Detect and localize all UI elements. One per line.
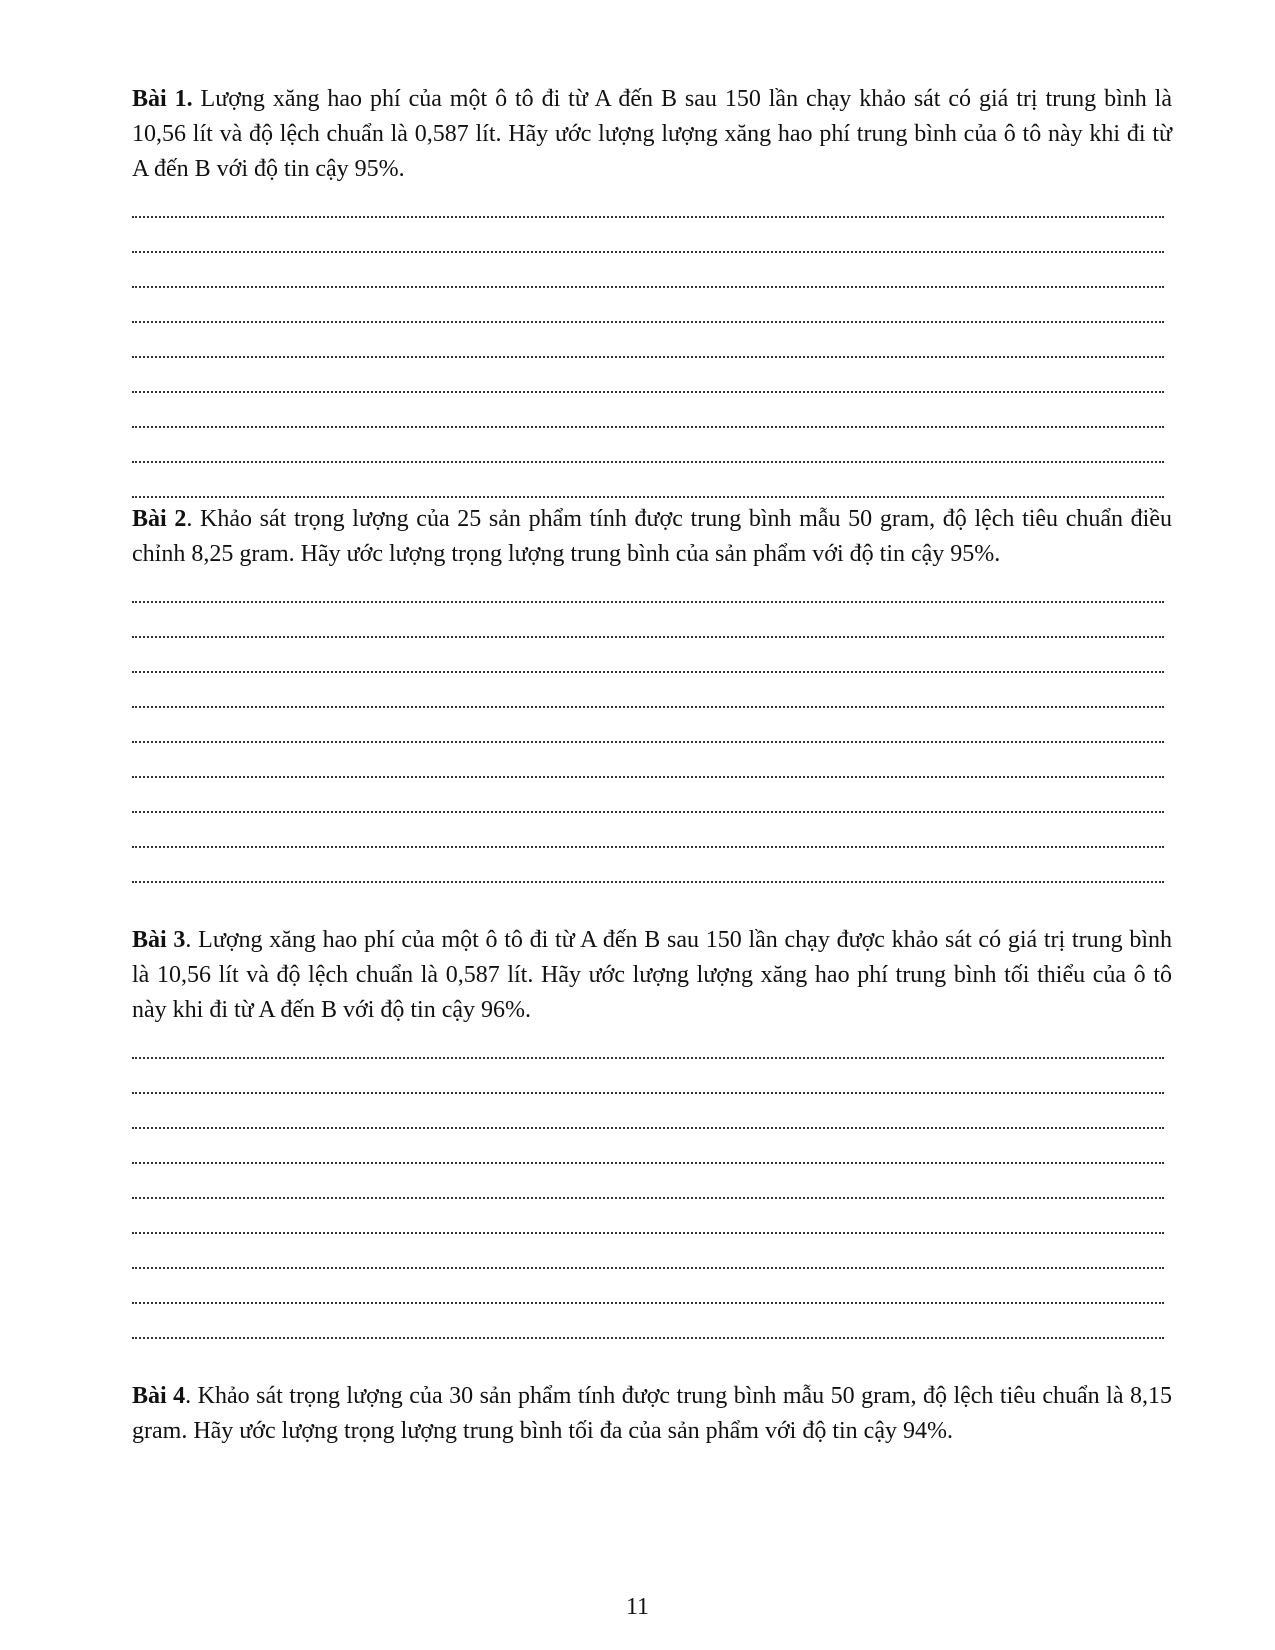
answer-line xyxy=(132,1063,1172,1098)
answer-line xyxy=(132,467,1172,502)
answer-line xyxy=(132,1238,1172,1273)
exercise-2 xyxy=(132,502,1172,887)
answer-line xyxy=(132,1133,1172,1168)
answer-line xyxy=(132,292,1172,327)
exercise-4-label: Bài 4 xyxy=(132,1383,186,1409)
answer-line xyxy=(132,642,1172,677)
exercise-2-label: Bài 2 xyxy=(132,506,187,532)
exercise-4 xyxy=(132,1379,1172,1449)
answer-line xyxy=(132,572,1172,607)
answer-line xyxy=(132,327,1172,362)
answer-line xyxy=(132,362,1172,397)
worksheet-page xyxy=(132,82,1172,1449)
answer-line xyxy=(132,1203,1172,1238)
answer-line xyxy=(132,257,1172,292)
answer-line xyxy=(132,677,1172,712)
answer-line xyxy=(132,397,1172,432)
exercise-3-text: . Lượng xăng hao phí của một ô tô đi từ A đến B sau 150 lần chạy được khảo sát có giá trị trung bình là 10,56 lít và độ lệch chuẩn là 0,587 lít. Hãy ước lượng lượng xăng hao phí trung bình tối thiểu của ô tô này khi đi từ A đến B với độ tin cậy 96%. xyxy=(132,927,1172,1023)
exercise-3-statement xyxy=(132,923,1172,1028)
answer-line xyxy=(132,747,1172,782)
answer-line xyxy=(132,1098,1172,1133)
answer-line xyxy=(132,712,1172,747)
answer-line xyxy=(132,782,1172,817)
exercise-4-statement xyxy=(132,1379,1172,1449)
exercise-2-statement xyxy=(132,502,1172,572)
answer-line xyxy=(132,1273,1172,1308)
exercise-3-answer-lines xyxy=(132,1028,1172,1343)
answer-line xyxy=(132,1308,1172,1343)
answer-line xyxy=(132,817,1172,852)
answer-line xyxy=(132,607,1172,642)
answer-line xyxy=(132,1028,1172,1063)
page-number: 11 xyxy=(625,1594,650,1620)
exercise-1-label: Bài 1. xyxy=(132,86,193,112)
exercise-1-statement xyxy=(132,82,1172,187)
exercise-3-label: Bài 3 xyxy=(132,927,186,953)
answer-line xyxy=(132,432,1172,467)
exercise-2-text: . Khảo sát trọng lượng của 25 sản phẩm tính được trung bình mẫu 50 gram, độ lệch tiêu chuẩn điều chỉnh 8,25 gram. Hãy ước lượng trọng lượng trung bình của sản phẩm với độ tin cậy 95%. xyxy=(132,506,1172,567)
answer-line xyxy=(132,222,1172,257)
exercise-4-text: . Khảo sát trọng lượng của 30 sản phẩm tính được trung bình mẫu 50 gram, độ lệch tiêu chuẩn là 8,15 gram. Hãy ước lượng trọng lượng trung bình tối đa của sản phẩm với độ tin cậy 94%. xyxy=(132,1383,1172,1444)
exercise-1-answer-lines xyxy=(132,187,1172,502)
exercise-3 xyxy=(132,923,1172,1343)
exercise-1-text: Lượng xăng hao phí của một ô tô đi từ A đến B sau 150 lần chạy khảo sát có giá trị trung bình là 10,56 lít và độ lệch chuẩn là 0,587 lít. Hãy ước lượng lượng xăng hao phí trung bình của ô tô này khi đi từ A đến B với độ tin cậy 95%. xyxy=(132,86,1172,182)
answer-line xyxy=(132,1168,1172,1203)
exercise-2-answer-lines xyxy=(132,572,1172,887)
exercise-1 xyxy=(132,82,1172,502)
answer-line xyxy=(132,187,1172,222)
answer-line xyxy=(132,852,1172,887)
